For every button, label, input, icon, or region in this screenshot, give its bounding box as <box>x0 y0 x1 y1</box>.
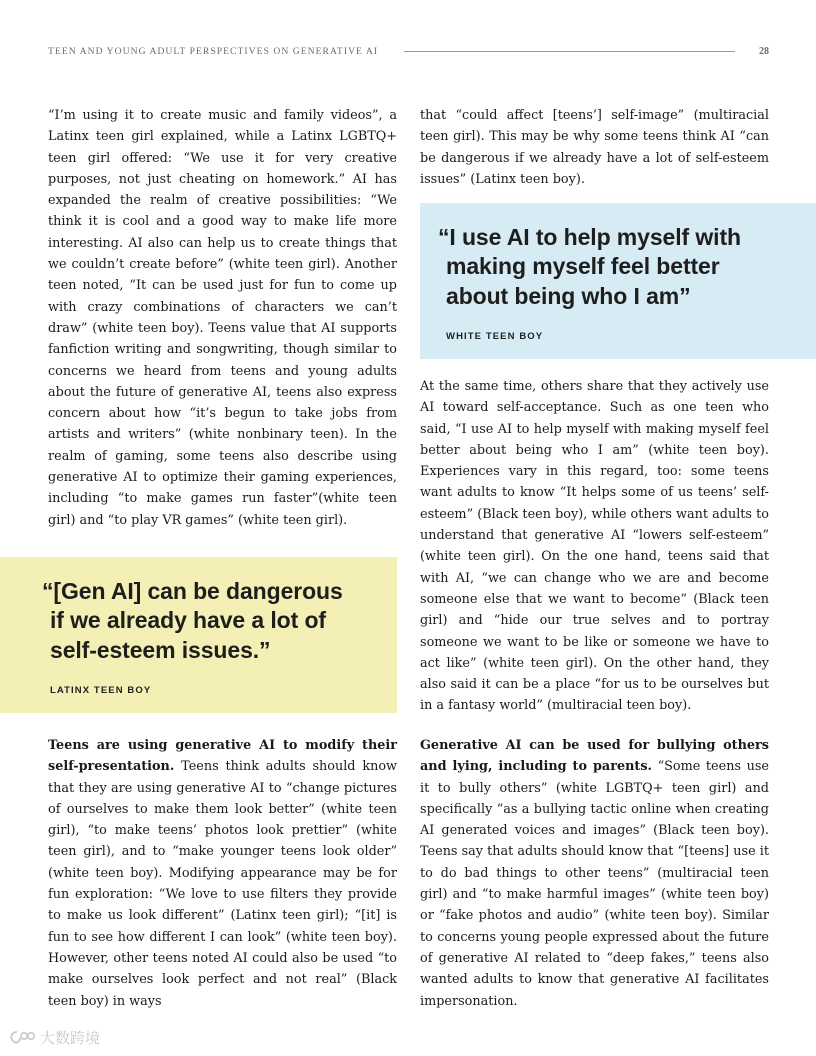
body-paragraph-self-image: that “could affect [teens’] self-image” (multiracial teen girl). This may be why some teens think AI “can be dangerous if we already have a lot of self-esteem issues” (Latinx teen boy). <box>420 108 769 187</box>
section-bullying <box>420 735 769 1012</box>
watermark <box>8 1027 100 1048</box>
watermark-logo-icon <box>8 1028 36 1048</box>
watermark-text: 大数跨境 <box>40 1029 101 1047</box>
running-title: TEEN AND YOUNG ADULT PERSPECTIVES ON GENERATIVE AI <box>48 45 379 57</box>
section-lead: Generative AI can be used for bullying others and lying, including to parents. <box>420 738 769 775</box>
pullquote-self-acceptance <box>420 203 816 359</box>
pullquote-attribution: WHITE TEEN BOY <box>446 330 544 342</box>
pullquote-text: “I use AI to help myself with making myself feel better about being who I am” <box>438 224 741 309</box>
pullquote-text: “[Gen AI] can be dangerous if we already have a lot of self-esteem issues.” <box>42 578 343 663</box>
left-column <box>48 105 397 531</box>
left-column-section <box>48 735 397 1012</box>
body-paragraph-creative: “I’m using it to create music and family videos”, a Latinx teen girl explained, while a Latinx LGBTQ+ teen girl offered: “We use it for very creative purposes, not just cheating on homework.” AI has expanded the realm of creative possibilities: “We think it is cool and a good way to make life more interesting. AI also can help us to create things that we couldn’t create before” (white teen girl). Another teen noted, “It can be used just for fun to come up with crazy combinations of characters we can’t draw” (white teen boy). Teens value that AI supports fanfiction writing and songwriting, though similar to concerns we heard from teens and young adults about the future of generative AI, teens also express concern about how “it’s begun to take jobs from artists and writers” (white nonbinary teen). In the realm of gaming, some teens also describe using generative AI to optimize their gaming experiences, including “to make games run faster”(white teen girl) and “to play VR games” (white teen girl). <box>48 108 397 528</box>
right-column-section <box>420 735 769 1012</box>
section-self-presentation <box>48 735 397 1012</box>
pullquote-attribution: LATINX TEEN BOY <box>50 684 152 696</box>
section-body: Teens think adults should know that they are using generative AI to “change pictures of ourselves to make them look better” (white teen girl), “to make teens’ photos look prettier” (white teen girl), and to “make younger teens look older” (white teen boy). Modifying appearance may be for fun exploration: “We love to use filters they provide to make us look different” (Latinx teen girl); “[it] is fun to see how different I can look” (white teen boy). However, other teens noted AI could also be used “to make ourselves look perfect and not real” (Black teen boy) in ways <box>48 759 397 1009</box>
body-paragraph-self-acceptance: At the same time, others share that they actively use AI toward self-acceptance. Such as one teen who said, “I use AI to help myself with making myself feel better about being who I am” (white teen boy). Experiences vary in this regard, too: some teens want adults to know “It helps some of us teens’ self-esteem” (Black teen boy), while others want adults to understand that generative AI “lowers self-esteem” (white teen girl). On the one hand, teens said that with AI, “we can change who we are and become someone else that we want to become” (Black teen girl) and “hide our true selves and to portray someone we want to be like or someone we have to act like” (white teen girl). On the other hand, they also said it can be a place “for us to be ourselves but in a fantasy world” (multiracial teen boy). <box>420 379 769 714</box>
section-lead: Teens are using generative AI to modify their self-presentation. <box>48 738 397 775</box>
header-divider <box>404 51 735 52</box>
running-header <box>48 44 769 58</box>
section-body: “Some teens use it to bully others” (white LGBTQ+ teen girl) and specifically “as a bullying tactic online when creating AI generated voices and images” (Black teen boy). Teens say that adults should know that “[teens] use it to do bad things to other teens” (multiracial teen girl) and “to make harmful images” (white teen boy) or “fake photos and audio” (white teen boy). Similar to concerns young people expressed about the future of generative AI related to “deep fakes,” teens also wanted adults to know that generative AI facilitates impersonation. <box>420 759 769 1009</box>
page-number: 28 <box>759 45 769 57</box>
pullquote-self-esteem <box>0 557 397 713</box>
right-column <box>420 105 769 190</box>
right-column-middle <box>420 376 769 717</box>
